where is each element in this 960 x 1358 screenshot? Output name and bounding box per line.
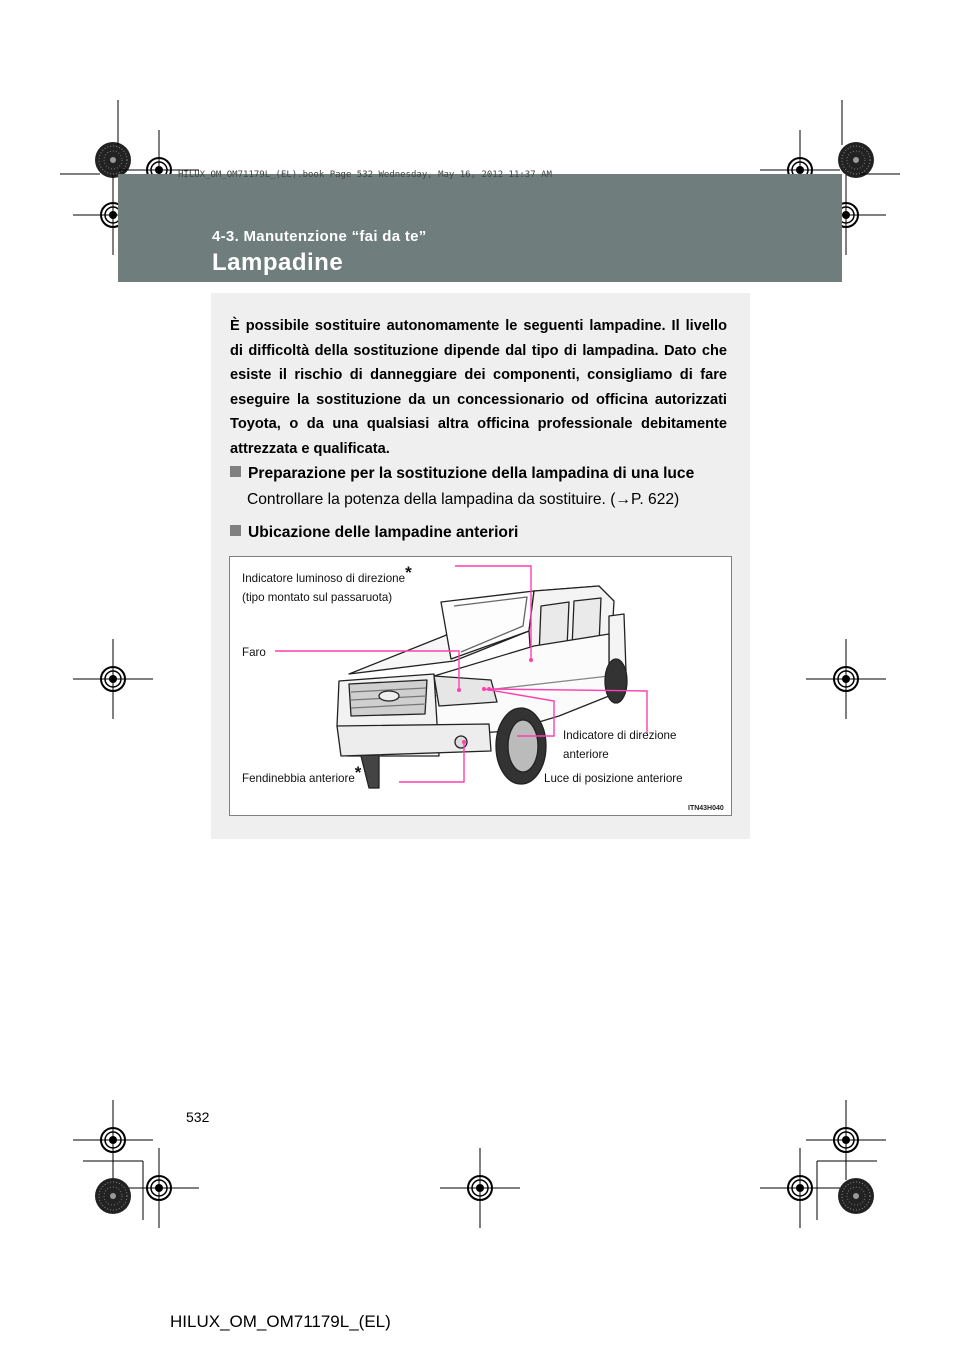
label-headlight: Faro — [242, 646, 266, 659]
book-stamp: HILUX_OM_OM71179L_(EL).book Page 532 Wednesday, May 16, 2012 11:37 AM — [178, 170, 552, 180]
section-path: 4-3. Manutenzione “fai da te” — [212, 228, 427, 245]
asterisk-mark: * — [354, 763, 362, 782]
location-heading — [230, 524, 518, 542]
page-number: 532 — [186, 1109, 210, 1125]
square-bullet-icon — [230, 466, 241, 477]
label-side-indicator-line1: Indicatore luminoso di direzione — [242, 572, 406, 585]
figure-code: ITN43H040 — [688, 805, 724, 812]
asterisk-mark: * — [405, 563, 412, 582]
label-fog-light — [242, 763, 362, 785]
label-position-light: Luce di posizione anteriore — [544, 772, 683, 785]
label-front-indicator-line2: anteriore — [563, 748, 609, 761]
location-heading-text: Ubicazione delle lampadine anteriori — [248, 524, 519, 541]
preparation-heading — [230, 465, 694, 483]
preparation-body: Controllare la potenza della lampadina da sostituire. (→P. 622) — [247, 491, 680, 508]
label-fog-light-text: Fendinebbia anteriore — [242, 772, 355, 785]
document-id: HILUX_OM_OM71179L_(EL) — [170, 1312, 391, 1331]
label-side-indicator — [242, 563, 412, 585]
label-side-indicator-type: (tipo montato sul passaruota) — [242, 591, 393, 604]
square-bullet-icon — [230, 525, 241, 536]
intro-paragraph: È possibile sostituire autonomamente le seguenti lampadine. Il livello di difficoltà della sostituzione dipende dal tipo di lampadina. Dato che esiste il rischio di danneggiare dei componenti, consigliamo di fare eseguire la sostituzione da un concessionario od officina autorizzati Toyota, o da una qualsiasi altra officina professionale debitamente attrezzata e qualificata. — [230, 318, 727, 457]
page-title: Lampadine — [212, 249, 344, 276]
preparation-heading-text: Preparazione per la sostituzione della lampadina di una luce — [248, 465, 695, 482]
label-front-indicator: Indicatore di direzione — [563, 729, 677, 742]
